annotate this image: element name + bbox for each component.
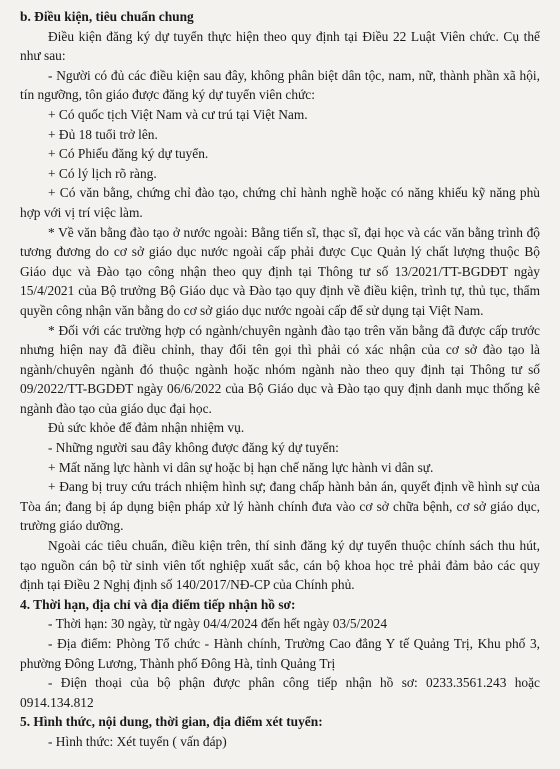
paragraph-foreign-degrees: * Về văn bằng đào tạo ở nước ngoài: Bằng tiến sĩ, thạc sĩ, đại học và các văn bằng trình độ tương đương do cơ sở giáo dục nước ngoài cấp phải được Cục Quản lý chất lượng thuộc Bộ Giáo dục và Đào tạo công nhận theo quy định tại Thông tư số 13/2021/TT-BGDĐT ngày 15/4/2021 của Bộ trưởng Bộ Giáo dục và Đào tạo quy định về điều kiện, trình tự, thủ tục, thẩm quyền công nhận văn bằng do cơ sở giáo dục nước ngoài cấp để sử dụng tại Việt Nam. xyxy=(20,224,540,318)
paragraph-deadline: - Thời hạn: 30 ngày, từ ngày 04/4/2024 đến hết ngày 03/5/2024 xyxy=(48,616,388,632)
bullet-nationality: + Có quốc tịch Việt Nam và cư trú tại Việt Nam. xyxy=(48,106,308,122)
section-heading-b: b. Điều kiện, tiêu chuẩn chung xyxy=(20,9,194,24)
bullet-age: + Đủ 18 tuổi trở lên. xyxy=(48,126,158,142)
paragraph-ineligible-persons: - Những người sau đây không được đăng ký dự tuyển: xyxy=(48,440,339,456)
paragraph-location: - Địa điểm: Phòng Tổ chức - Hành chính, Trường Cao đẳng Y tế Quảng Trị, Khu phố 3, phường Đông Lương, Thành phố Đông Hà, tỉnh Quảng Trị xyxy=(20,636,540,671)
paragraph-conditions-intro: Điều kiện đăng ký dự tuyển thực hiện theo quy định tại Điều 22 Luật Viên chức. Cụ thể như sau: xyxy=(20,28,540,64)
section-heading-5: 5. Hình thức, nội dung, thời gian, địa điểm xét tuyển: xyxy=(20,714,323,730)
paragraph-renamed-majors: * Đối với các trường hợp có ngành/chuyên ngành đào tạo trên văn bằng đã được cấp trước nhưng hiện nay đã điều chỉnh, thay đổi tên gọi thì phải có xác nhận của cơ sở đào tạo là ngành/chuyên ngành đó thuộc ngành hoặc nhóm ngành nào theo quy định tại Thông tư số 09/2022/TT-BGDĐT ngày 06/6/2022 của Bộ Giáo dục và Đào tạo quy định danh mục thống kê ngành đào tạo của giáo dục đại học. xyxy=(20,322,540,416)
bullet-civil-capacity: + Mất năng lực hành vi dân sự hoặc bị hạn chế năng lực hành vi dân sự. xyxy=(48,459,434,475)
bullet-qualifications: + Có văn bằng, chứng chỉ đào tạo, chứng chỉ hành nghề hoặc có năng khiếu kỹ năng phù hợp với vị trí việc làm. xyxy=(20,185,540,220)
paragraph-eligible-persons: - Người có đủ các điều kiện sau đây, không phân biệt dân tộc, nam, nữ, thành phần xã hội, tín ngưỡng, tôn giáo được đăng ký dự tuyển viên chức: xyxy=(20,67,540,103)
bullet-background: + Có lý lịch rõ ràng. xyxy=(48,165,157,181)
paragraph-format: - Hình thức: Xét tuyển ( vấn đáp) xyxy=(48,733,227,749)
section-heading-4: 4. Thời hạn, địa chỉ và địa điểm tiếp nhận hồ sơ: xyxy=(20,596,296,612)
bullet-criminal-liability: + Đang bị truy cứu trách nhiệm hình sự; đang chấp hành bản án, quyết định về hình sự của Tòa án; đang bị áp dụng biện pháp xử lý hành chính đưa vào cơ sở chữa bệnh, cơ sở giáo dục, trường giáo dưỡng. xyxy=(20,479,540,534)
paragraph-phone: - Điện thoại của bộ phận được phân công tiếp nhận hồ sơ: 0233.3561.243 hoặc 0914.134.812 xyxy=(20,675,540,710)
bullet-registration-form: + Có Phiếu đăng ký dự tuyển. xyxy=(48,146,209,162)
paragraph-special-policy: Ngoài các tiêu chuẩn, điều kiện trên, thí sinh đăng ký dự tuyển thuộc chính sách thu hút, tạo nguồn cán bộ từ sinh viên tốt nghiệp xuất sắc, cán bộ khoa học trẻ phải đảm bảo các quy định tại Điều 2 Nghị định số 140/2017/NĐ-CP của Chính phủ. xyxy=(20,538,540,593)
paragraph-health: Đủ sức khỏe để đảm nhận nhiệm vụ. xyxy=(48,420,245,436)
